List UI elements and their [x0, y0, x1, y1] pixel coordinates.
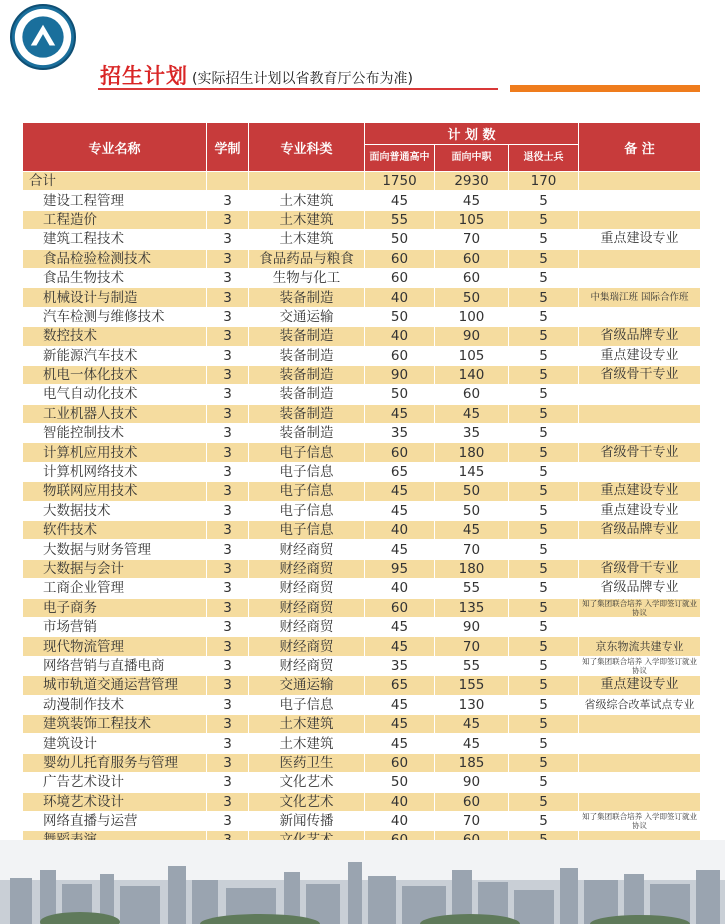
total-years — [207, 172, 249, 191]
years-cell: 3 — [207, 443, 249, 462]
plan-high-cell: 40 — [365, 579, 435, 598]
plan-vocational-cell: 45 — [435, 521, 509, 540]
major-name-cell: 电气自动化技术 — [23, 385, 207, 404]
table-row — [23, 385, 701, 404]
major-name-cell: 大数据与会计 — [23, 559, 207, 578]
category-cell: 土木建筑 — [249, 734, 365, 753]
years-cell: 3 — [207, 230, 249, 249]
plan-veteran-cell: 5 — [509, 753, 579, 772]
category-cell: 财经商贸 — [249, 637, 365, 656]
header-plan-vocational: 面向中职 — [435, 145, 509, 172]
city-skyline-image — [0, 840, 725, 924]
note-cell — [579, 753, 701, 772]
major-name-cell: 现代物流管理 — [23, 637, 207, 656]
table-row — [23, 521, 701, 540]
note-cell: 重点建设专业 — [579, 501, 701, 520]
plan-veteran-cell: 5 — [509, 521, 579, 540]
years-cell: 3 — [207, 424, 249, 443]
plan-veteran-cell: 5 — [509, 230, 579, 249]
note-cell — [579, 385, 701, 404]
note-cell: 省级骨干专业 — [579, 443, 701, 462]
plan-veteran-cell: 5 — [509, 482, 579, 501]
table-row — [23, 288, 701, 307]
note-cell — [579, 792, 701, 811]
header-years: 学制 — [207, 123, 249, 172]
category-cell: 财经商贸 — [249, 617, 365, 636]
plan-vocational-cell: 70 — [435, 230, 509, 249]
major-name-cell: 婴幼儿托育服务与管理 — [23, 753, 207, 772]
major-name-cell: 网络直播与运营 — [23, 811, 207, 830]
plan-veteran-cell: 5 — [509, 462, 579, 481]
plan-vocational-cell: 50 — [435, 482, 509, 501]
major-name-cell: 环境艺术设计 — [23, 792, 207, 811]
major-name-cell: 广告艺术设计 — [23, 773, 207, 792]
category-cell: 生物与化工 — [249, 268, 365, 287]
years-cell: 3 — [207, 753, 249, 772]
plan-vocational-cell: 100 — [435, 307, 509, 326]
major-name-cell: 数控技术 — [23, 327, 207, 346]
category-cell: 土木建筑 — [249, 210, 365, 229]
major-name-cell: 工程造价 — [23, 210, 207, 229]
plan-veteran-cell: 5 — [509, 540, 579, 559]
note-cell — [579, 210, 701, 229]
years-cell: 3 — [207, 385, 249, 404]
major-name-cell: 食品检验检测技术 — [23, 249, 207, 268]
category-cell: 电子信息 — [249, 462, 365, 481]
plan-high-cell: 40 — [365, 288, 435, 307]
major-name-cell: 大数据与财务管理 — [23, 540, 207, 559]
years-cell: 3 — [207, 598, 249, 617]
major-name-cell: 城市轨道交通运营管理 — [23, 676, 207, 695]
plan-vocational-cell: 60 — [435, 249, 509, 268]
category-cell: 财经商贸 — [249, 579, 365, 598]
plan-high-cell: 60 — [365, 268, 435, 287]
category-cell: 新闻传播 — [249, 811, 365, 830]
plan-high-cell: 60 — [365, 598, 435, 617]
years-cell: 3 — [207, 559, 249, 578]
years-cell: 3 — [207, 695, 249, 714]
plan-veteran-cell: 5 — [509, 676, 579, 695]
plan-vocational-cell: 45 — [435, 734, 509, 753]
note-cell: 省级品牌专业 — [579, 579, 701, 598]
plan-high-cell: 45 — [365, 734, 435, 753]
category-cell: 装备制造 — [249, 346, 365, 365]
major-name-cell: 市场营销 — [23, 617, 207, 636]
years-cell: 3 — [207, 521, 249, 540]
note-cell: 重点建设专业 — [579, 482, 701, 501]
plan-vocational-cell: 70 — [435, 637, 509, 656]
plan-vocational-cell: 105 — [435, 346, 509, 365]
major-name-cell: 网络营销与直播电商 — [23, 656, 207, 675]
plan-vocational-cell: 130 — [435, 695, 509, 714]
plan-vocational-cell: 180 — [435, 443, 509, 462]
plan-veteran-cell: 5 — [509, 792, 579, 811]
plan-high-cell: 50 — [365, 230, 435, 249]
major-name-cell: 汽车检测与维修技术 — [23, 307, 207, 326]
note-cell — [579, 307, 701, 326]
plan-vocational-cell: 105 — [435, 210, 509, 229]
table-row — [23, 249, 701, 268]
table-row — [23, 598, 701, 617]
table-row — [23, 714, 701, 733]
category-cell: 医药卫生 — [249, 753, 365, 772]
note-cell — [579, 268, 701, 287]
table-row — [23, 210, 701, 229]
plan-veteran-cell: 5 — [509, 365, 579, 384]
plan-high-cell: 55 — [365, 210, 435, 229]
plan-high-cell: 65 — [365, 462, 435, 481]
plan-high-cell: 60 — [365, 753, 435, 772]
total-veteran: 170 — [509, 172, 579, 191]
category-cell: 土木建筑 — [249, 230, 365, 249]
years-cell: 3 — [207, 637, 249, 656]
note-cell: 省级品牌专业 — [579, 327, 701, 346]
years-cell: 3 — [207, 404, 249, 423]
plan-high-cell: 45 — [365, 714, 435, 733]
page-subtitle: (实际招生计划以省教育厅公布为准) — [192, 71, 413, 87]
plan-high-cell: 60 — [365, 249, 435, 268]
table-row — [23, 637, 701, 656]
plan-high-cell: 95 — [365, 559, 435, 578]
plan-vocational-cell: 90 — [435, 773, 509, 792]
category-cell: 食品药品与粮食 — [249, 249, 365, 268]
plan-vocational-cell: 35 — [435, 424, 509, 443]
category-cell: 文化艺术 — [249, 773, 365, 792]
category-cell: 电子信息 — [249, 482, 365, 501]
plan-veteran-cell: 5 — [509, 443, 579, 462]
plan-vocational-cell: 70 — [435, 540, 509, 559]
category-cell: 装备制造 — [249, 424, 365, 443]
plan-veteran-cell: 5 — [509, 307, 579, 326]
header-note: 备 注 — [579, 123, 701, 172]
note-cell: 知了集团联合培养 入学即签订就业协议 — [579, 811, 701, 830]
plan-veteran-cell: 5 — [509, 637, 579, 656]
years-cell: 3 — [207, 249, 249, 268]
category-cell: 财经商贸 — [249, 559, 365, 578]
plan-high-cell: 40 — [365, 811, 435, 830]
category-cell: 土木建筑 — [249, 714, 365, 733]
plan-high-cell: 60 — [365, 346, 435, 365]
major-name-cell: 电子商务 — [23, 598, 207, 617]
plan-vocational-cell: 60 — [435, 792, 509, 811]
major-name-cell: 新能源汽车技术 — [23, 346, 207, 365]
plan-high-cell: 40 — [365, 327, 435, 346]
category-cell: 电子信息 — [249, 521, 365, 540]
note-cell: 省级骨干专业 — [579, 559, 701, 578]
total-note — [579, 172, 701, 191]
years-cell: 3 — [207, 656, 249, 675]
plan-vocational-cell: 155 — [435, 676, 509, 695]
plan-high-cell: 45 — [365, 617, 435, 636]
plan-veteran-cell: 5 — [509, 617, 579, 636]
plan-high-cell: 40 — [365, 792, 435, 811]
major-name-cell: 物联网应用技术 — [23, 482, 207, 501]
table-row — [23, 579, 701, 598]
note-cell — [579, 773, 701, 792]
note-cell: 省级骨干专业 — [579, 365, 701, 384]
table-row — [23, 268, 701, 287]
plan-vocational-cell: 45 — [435, 714, 509, 733]
table-row — [23, 424, 701, 443]
plan-high-cell: 35 — [365, 424, 435, 443]
table-row — [23, 327, 701, 346]
plan-veteran-cell: 5 — [509, 268, 579, 287]
years-cell: 3 — [207, 210, 249, 229]
plan-vocational-cell: 45 — [435, 404, 509, 423]
header-plan: 计 划 数 — [365, 123, 579, 145]
note-cell — [579, 617, 701, 636]
plan-high-cell: 45 — [365, 695, 435, 714]
note-cell: 中集瑞江班 国际合作班 — [579, 288, 701, 307]
table-row — [23, 346, 701, 365]
plan-vocational-cell: 45 — [435, 191, 509, 210]
plan-vocational-cell: 90 — [435, 327, 509, 346]
total-vocational: 2930 — [435, 172, 509, 191]
table-row — [23, 792, 701, 811]
plan-high-cell: 40 — [365, 521, 435, 540]
page-title: 招生计划 — [100, 64, 188, 88]
years-cell: 3 — [207, 714, 249, 733]
years-cell: 3 — [207, 327, 249, 346]
major-name-cell: 计算机网络技术 — [23, 462, 207, 481]
plan-vocational-cell: 135 — [435, 598, 509, 617]
plan-veteran-cell: 5 — [509, 811, 579, 830]
note-cell — [579, 714, 701, 733]
years-cell: 3 — [207, 734, 249, 753]
major-name-cell: 建筑工程技术 — [23, 230, 207, 249]
table-row — [23, 191, 701, 210]
plan-vocational-cell: 50 — [435, 288, 509, 307]
header-plan-high: 面向普通高中 — [365, 145, 435, 172]
category-cell: 交通运输 — [249, 676, 365, 695]
note-cell — [579, 404, 701, 423]
table-row — [23, 404, 701, 423]
years-cell: 3 — [207, 501, 249, 520]
school-logo — [10, 4, 76, 70]
years-cell: 3 — [207, 676, 249, 695]
category-cell: 文化艺术 — [249, 792, 365, 811]
category-cell: 财经商贸 — [249, 540, 365, 559]
plan-veteran-cell: 5 — [509, 385, 579, 404]
note-cell — [579, 191, 701, 210]
major-name-cell: 动漫制作技术 — [23, 695, 207, 714]
category-cell: 土木建筑 — [249, 191, 365, 210]
note-cell: 知了集团联合培养 入学即签订就业协议 — [579, 656, 701, 675]
plan-vocational-cell: 90 — [435, 617, 509, 636]
plan-high-cell: 50 — [365, 307, 435, 326]
table-row — [23, 753, 701, 772]
plan-vocational-cell: 145 — [435, 462, 509, 481]
table-row — [23, 540, 701, 559]
plan-vocational-cell: 55 — [435, 579, 509, 598]
years-cell: 3 — [207, 617, 249, 636]
plan-high-cell: 45 — [365, 404, 435, 423]
total-category — [249, 172, 365, 191]
plan-high-cell: 65 — [365, 676, 435, 695]
plan-veteran-cell: 5 — [509, 249, 579, 268]
table-row — [23, 443, 701, 462]
table-row — [23, 482, 701, 501]
plan-high-cell: 45 — [365, 637, 435, 656]
table-row — [23, 773, 701, 792]
years-cell: 3 — [207, 268, 249, 287]
plan-high-cell: 90 — [365, 365, 435, 384]
category-cell: 装备制造 — [249, 404, 365, 423]
major-name-cell: 机电一体化技术 — [23, 365, 207, 384]
table-row — [23, 676, 701, 695]
plan-veteran-cell: 5 — [509, 714, 579, 733]
years-cell: 3 — [207, 811, 249, 830]
table-row — [23, 811, 701, 830]
plan-veteran-cell: 5 — [509, 598, 579, 617]
category-cell: 财经商贸 — [249, 598, 365, 617]
category-cell: 电子信息 — [249, 501, 365, 520]
years-cell: 3 — [207, 579, 249, 598]
plan-veteran-cell: 5 — [509, 424, 579, 443]
category-cell: 财经商贸 — [249, 656, 365, 675]
plan-veteran-cell: 5 — [509, 404, 579, 423]
table-row — [23, 307, 701, 326]
major-name-cell: 建筑装饰工程技术 — [23, 714, 207, 733]
plan-vocational-cell: 70 — [435, 811, 509, 830]
major-name-cell: 建设工程管理 — [23, 191, 207, 210]
plan-veteran-cell: 5 — [509, 559, 579, 578]
category-cell: 装备制造 — [249, 385, 365, 404]
total-high: 1750 — [365, 172, 435, 191]
category-cell: 电子信息 — [249, 695, 365, 714]
table-row — [23, 462, 701, 481]
plan-vocational-cell: 180 — [435, 559, 509, 578]
major-name-cell: 计算机应用技术 — [23, 443, 207, 462]
note-cell — [579, 540, 701, 559]
category-cell: 装备制造 — [249, 327, 365, 346]
note-cell — [579, 424, 701, 443]
total-row — [23, 172, 701, 191]
table-row — [23, 695, 701, 714]
years-cell: 3 — [207, 288, 249, 307]
plan-high-cell: 45 — [365, 482, 435, 501]
title-underline — [98, 88, 498, 90]
plan-veteran-cell: 5 — [509, 656, 579, 675]
table-row — [23, 501, 701, 520]
major-name-cell: 建筑设计 — [23, 734, 207, 753]
plan-high-cell: 45 — [365, 501, 435, 520]
plan-high-cell: 45 — [365, 191, 435, 210]
plan-vocational-cell: 60 — [435, 268, 509, 287]
years-cell: 3 — [207, 191, 249, 210]
major-name-cell: 工商企业管理 — [23, 579, 207, 598]
plan-high-cell: 50 — [365, 773, 435, 792]
table-row — [23, 559, 701, 578]
plan-high-cell: 60 — [365, 443, 435, 462]
plan-veteran-cell: 5 — [509, 501, 579, 520]
plan-high-cell: 50 — [365, 385, 435, 404]
table-body — [23, 172, 701, 851]
note-cell: 重点建设专业 — [579, 676, 701, 695]
plan-veteran-cell: 5 — [509, 734, 579, 753]
major-name-cell: 食品生物技术 — [23, 268, 207, 287]
note-cell: 重点建设专业 — [579, 230, 701, 249]
note-cell — [579, 462, 701, 481]
major-name-cell: 软件技术 — [23, 521, 207, 540]
years-cell: 3 — [207, 462, 249, 481]
note-cell: 省级综合改革试点专业 — [579, 695, 701, 714]
header-category: 专业科类 — [249, 123, 365, 172]
table-row — [23, 617, 701, 636]
plan-veteran-cell: 5 — [509, 346, 579, 365]
table-row — [23, 230, 701, 249]
major-name-cell: 智能控制技术 — [23, 424, 207, 443]
note-cell — [579, 249, 701, 268]
plan-high-cell: 45 — [365, 540, 435, 559]
years-cell: 3 — [207, 773, 249, 792]
plan-veteran-cell: 5 — [509, 327, 579, 346]
note-cell: 京东物流共建专业 — [579, 637, 701, 656]
plan-veteran-cell: 5 — [509, 695, 579, 714]
plan-vocational-cell: 140 — [435, 365, 509, 384]
note-cell: 省级品牌专业 — [579, 521, 701, 540]
orange-accent-bar — [510, 85, 700, 92]
plan-vocational-cell: 185 — [435, 753, 509, 772]
enrollment-plan-table — [22, 122, 701, 851]
years-cell: 3 — [207, 365, 249, 384]
years-cell: 3 — [207, 346, 249, 365]
major-name-cell: 工业机器人技术 — [23, 404, 207, 423]
plan-vocational-cell: 60 — [435, 385, 509, 404]
plan-veteran-cell: 5 — [509, 191, 579, 210]
header-major-name: 专业名称 — [23, 123, 207, 172]
category-cell: 装备制造 — [249, 288, 365, 307]
note-cell: 重点建设专业 — [579, 346, 701, 365]
plan-high-cell: 35 — [365, 656, 435, 675]
plan-veteran-cell: 5 — [509, 579, 579, 598]
total-label: 合计 — [23, 172, 207, 191]
header-plan-veteran: 退役士兵 — [509, 145, 579, 172]
category-cell: 电子信息 — [249, 443, 365, 462]
plan-veteran-cell: 5 — [509, 210, 579, 229]
table-row — [23, 365, 701, 384]
major-name-cell: 大数据技术 — [23, 501, 207, 520]
years-cell: 3 — [207, 792, 249, 811]
plan-vocational-cell: 50 — [435, 501, 509, 520]
category-cell: 装备制造 — [249, 365, 365, 384]
years-cell: 3 — [207, 540, 249, 559]
page-title-block — [100, 60, 413, 90]
table-row — [23, 734, 701, 753]
category-cell: 交通运输 — [249, 307, 365, 326]
years-cell: 3 — [207, 307, 249, 326]
plan-vocational-cell: 55 — [435, 656, 509, 675]
major-name-cell: 机械设计与制造 — [23, 288, 207, 307]
note-cell: 知了集团联合培养 入学即签订就业协议 — [579, 598, 701, 617]
years-cell: 3 — [207, 482, 249, 501]
note-cell — [579, 734, 701, 753]
plan-veteran-cell: 5 — [509, 288, 579, 307]
table-row — [23, 656, 701, 675]
plan-veteran-cell: 5 — [509, 773, 579, 792]
